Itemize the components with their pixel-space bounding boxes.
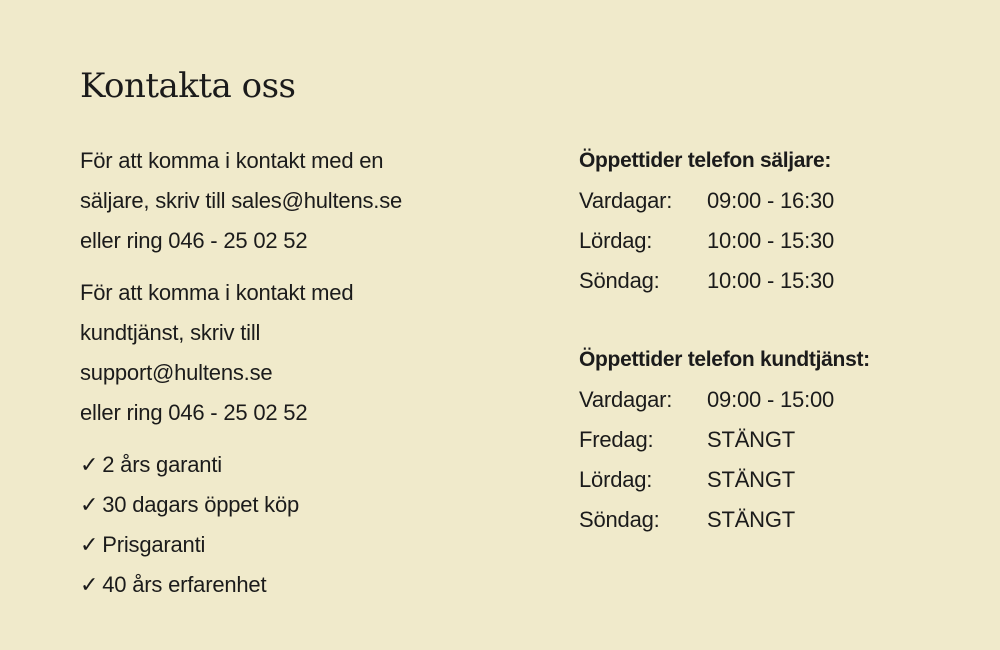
hours-time: 09:00 - 15:00	[707, 387, 835, 412]
hours-day: Lördag:	[579, 467, 653, 492]
hours-day: Söndag:	[579, 507, 660, 532]
hours-day: Vardagar:	[579, 188, 673, 213]
hours-time: STÄNGT	[707, 467, 796, 492]
feature-item	[80, 525, 520, 565]
hours-row	[579, 420, 979, 460]
hours-time: STÄNGT	[707, 427, 796, 452]
feature-label: Prisgaranti	[102, 532, 206, 557]
sales-hours-heading: Öppettider telefon säljare:	[579, 149, 832, 172]
support-contact-line: eller ring 046 - 25 02 52	[80, 400, 308, 425]
support-hours	[579, 340, 979, 540]
support-contact-line: support@hultens.se	[80, 360, 273, 385]
support-hours-heading: Öppettider telefon kundtjänst:	[579, 348, 870, 371]
sales-hours	[579, 141, 979, 301]
sales-contact-text	[80, 141, 520, 261]
hours-time: 10:00 - 15:30	[707, 268, 835, 293]
feature-item	[80, 485, 520, 525]
feature-item	[80, 565, 520, 605]
support-contact-line: För att komma i kontakt med	[80, 280, 354, 305]
sales-contact-line: eller ring 046 - 25 02 52	[80, 228, 308, 253]
contact-info-column	[80, 141, 520, 605]
feature-label: 30 dagars öppet köp	[102, 492, 300, 517]
hours-time: 10:00 - 15:30	[707, 228, 835, 253]
opening-hours-column	[579, 141, 979, 540]
feature-label: 40 års erfarenhet	[102, 572, 267, 597]
hours-row	[579, 500, 979, 540]
page-title: Kontakta oss	[80, 66, 296, 106]
hours-day: Söndag:	[579, 268, 660, 293]
hours-day: Vardagar:	[579, 387, 673, 412]
sales-contact-line: För att komma i kontakt med en	[80, 148, 384, 173]
hours-time: STÄNGT	[707, 507, 796, 532]
check-icon: ✓	[80, 452, 99, 477]
hours-day: Lördag:	[579, 228, 653, 253]
feature-label: 2 års garanti	[102, 452, 222, 477]
support-contact-line: kundtjänst, skriv till	[80, 320, 261, 345]
sales-contact-line: säljare, skriv till sales@hultens.se	[80, 188, 403, 213]
feature-item	[80, 445, 520, 485]
hours-row	[579, 181, 979, 221]
hours-row	[579, 460, 979, 500]
hours-row	[579, 261, 979, 301]
hours-row	[579, 221, 979, 261]
check-icon: ✓	[80, 532, 99, 557]
hours-day: Fredag:	[579, 427, 654, 452]
check-icon: ✓	[80, 492, 99, 517]
feature-list	[80, 445, 520, 605]
check-icon: ✓	[80, 572, 99, 597]
support-contact-text	[80, 273, 520, 433]
hours-row	[579, 380, 979, 420]
hours-time: 09:00 - 16:30	[707, 188, 835, 213]
